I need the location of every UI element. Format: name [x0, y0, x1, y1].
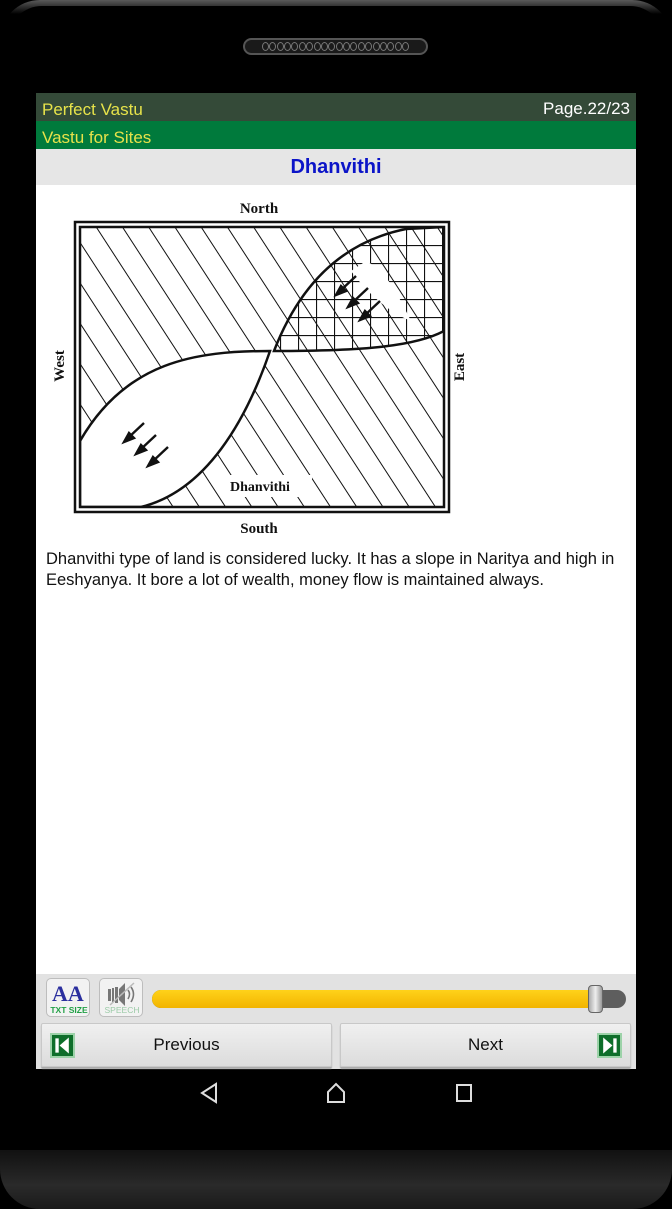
home-icon[interactable] [323, 1080, 349, 1106]
next-label: Next [468, 1035, 503, 1054]
label-south: South [240, 521, 278, 537]
speaker-muted-icon [106, 981, 138, 1007]
label-center: Dhanvithi [230, 480, 290, 495]
section-bar [36, 121, 636, 149]
app-screen [36, 93, 636, 1069]
label-east: East [452, 352, 468, 382]
app-title: Perfect Vastu [42, 100, 143, 119]
slider-fill [152, 990, 594, 1008]
dhanvithi-diagram [46, 191, 476, 541]
back-icon[interactable] [196, 1080, 222, 1106]
text-size-icon: AA [52, 981, 84, 1006]
description-text: Dhanvithi type of land is considered lucky. It has a slope in Naritya and high in Eeshyanya. It bore a lot of wealth, money flow is maintained always. [46, 550, 615, 589]
speaker-grille [243, 38, 428, 55]
previous-button[interactable] [41, 1023, 332, 1067]
speech-label: SPEECH [104, 1005, 140, 1015]
section-title: Vastu for Sites [42, 128, 152, 147]
bottom-toolbar [36, 974, 636, 1069]
previous-label: Previous [153, 1035, 220, 1054]
page-heading [36, 149, 636, 185]
heading-text: Dhanvithi [290, 155, 382, 178]
speech-button[interactable] [99, 978, 143, 1017]
recents-icon[interactable] [451, 1080, 477, 1106]
next-button[interactable] [340, 1023, 631, 1067]
phone-frame-bottom [0, 1150, 672, 1209]
title-bar [36, 93, 636, 121]
page-indicator: Page.22/23 [543, 99, 630, 118]
slider-thumb[interactable] [588, 985, 603, 1013]
phone-bezel [8, 6, 664, 66]
text-size-button[interactable] [46, 978, 90, 1017]
text-size-label: TXT SIZE [50, 1005, 88, 1015]
skip-next-icon [597, 1033, 622, 1058]
page-progress-slider[interactable] [152, 990, 626, 1008]
label-west: West [52, 350, 68, 382]
system-navigation-bar [0, 1076, 672, 1110]
skip-previous-icon [50, 1033, 75, 1058]
label-north: North [239, 201, 279, 217]
